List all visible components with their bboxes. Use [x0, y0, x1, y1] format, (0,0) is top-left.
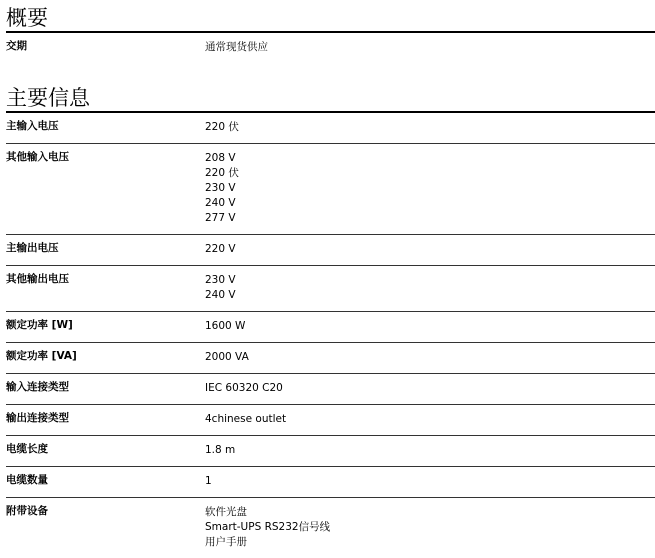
spec-row [6, 343, 655, 374]
spec-value: 通常现货供应 [205, 40, 655, 55]
spec-values [205, 32, 655, 63]
spec-values [205, 343, 655, 374]
spec-values [205, 405, 655, 436]
overview-table-body [6, 32, 655, 63]
spec-value: 4chinese outlet [205, 412, 655, 427]
spec-value: 220 伏 [205, 120, 655, 135]
spec-row [6, 498, 655, 558]
spec-row [6, 32, 655, 63]
spec-value: 1 [205, 474, 655, 489]
spec-row [6, 374, 655, 405]
main-info-table [6, 111, 655, 558]
main-info-title: 主要信息 [6, 80, 655, 111]
overview-title: 概要 [6, 0, 655, 31]
spec-label: 额定功率 [W] [6, 312, 205, 343]
spec-label: 额定功率 [VA] [6, 343, 205, 374]
main-info-table-body [6, 112, 655, 558]
spec-row [6, 112, 655, 144]
spec-row [6, 144, 655, 235]
spec-values [205, 436, 655, 467]
spec-label: 交期 [6, 32, 205, 63]
spec-value: Smart-UPS RS232信号线 [205, 520, 655, 535]
spec-value: 1600 W [205, 319, 655, 334]
spec-row [6, 436, 655, 467]
spec-values [205, 144, 655, 235]
spec-values [205, 235, 655, 266]
spec-label: 附带设备 [6, 498, 205, 558]
spec-label: 其他输入电压 [6, 144, 205, 235]
spec-label: 主输入电压 [6, 112, 205, 144]
spec-value: 软件光盘 [205, 505, 655, 520]
spec-value: 220 伏 [205, 166, 655, 181]
spec-value: 240 V [205, 288, 655, 303]
spec-values [205, 266, 655, 312]
spec-value: 用户手册 [205, 535, 655, 550]
spec-values [205, 467, 655, 498]
spec-values [205, 112, 655, 144]
spec-label: 电缆数量 [6, 467, 205, 498]
spec-value: 2000 VA [205, 350, 655, 365]
spec-label: 主输出电压 [6, 235, 205, 266]
spec-values [205, 498, 655, 558]
spec-value: 277 V [205, 211, 655, 226]
spec-label: 电缆长度 [6, 436, 205, 467]
spec-row [6, 467, 655, 498]
spec-values [205, 374, 655, 405]
spec-row [6, 235, 655, 266]
spec-value: 230 V [205, 181, 655, 196]
spec-row [6, 405, 655, 436]
spec-sheet [6, 0, 655, 558]
spec-label: 输出连接类型 [6, 405, 205, 436]
spec-value: 208 V [205, 151, 655, 166]
overview-table [6, 31, 655, 63]
spec-value: 1.8 m [205, 443, 655, 458]
spec-label: 其他输出电压 [6, 266, 205, 312]
spec-label: 输入连接类型 [6, 374, 205, 405]
spec-row [6, 312, 655, 343]
spec-value: 240 V [205, 196, 655, 211]
spec-values [205, 312, 655, 343]
spec-value: 220 V [205, 242, 655, 257]
spec-value: 230 V [205, 273, 655, 288]
spec-row [6, 266, 655, 312]
spec-value: IEC 60320 C20 [205, 381, 655, 396]
